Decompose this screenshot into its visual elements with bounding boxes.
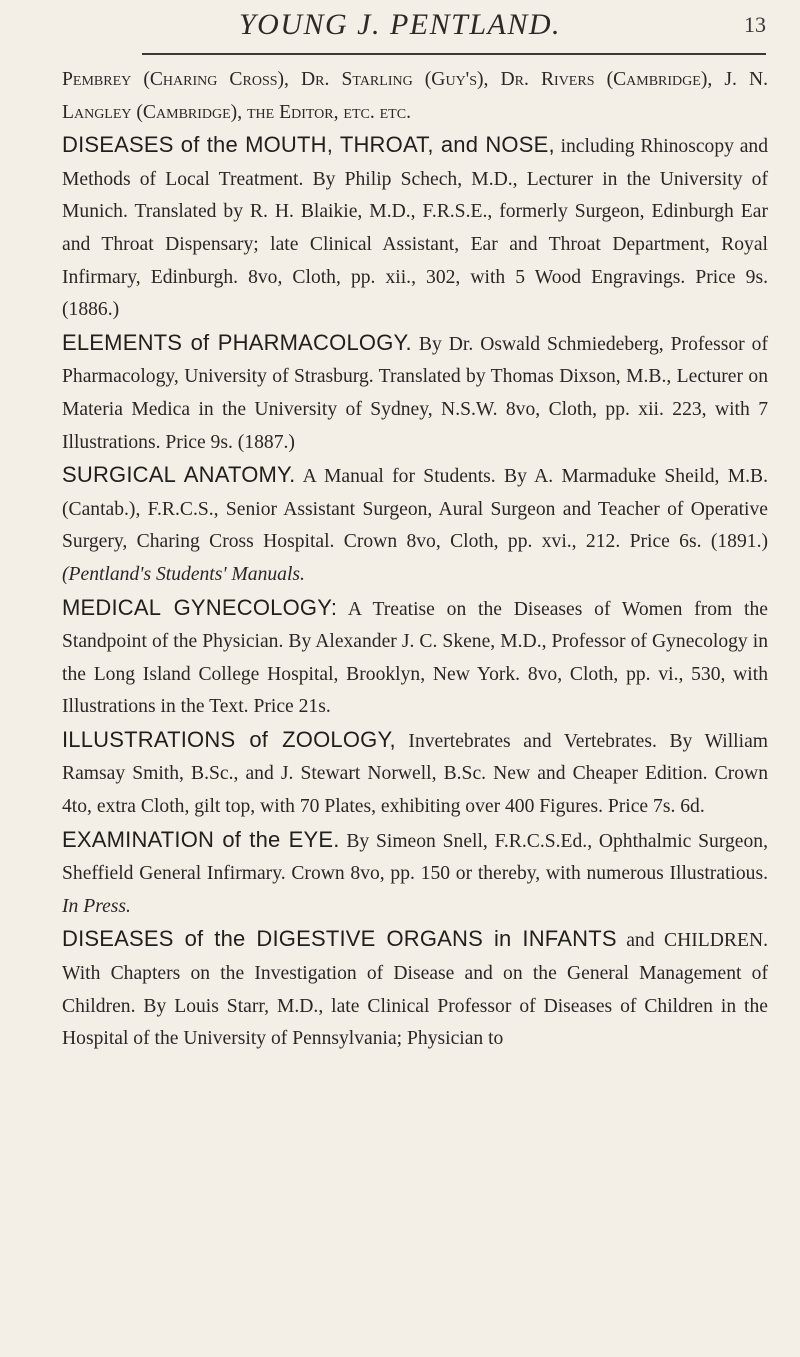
entry-press-note: In Press. bbox=[62, 895, 131, 917]
entry-heading: MEDICAL GYNECOLOGY: bbox=[62, 594, 338, 620]
entry-heading: DISEASES of the DIGESTIVE ORGANS in INFANTS bbox=[62, 926, 617, 952]
entry-heading: EXAMINATION of the EYE. bbox=[62, 826, 340, 852]
entry-heading: DISEASES of the MOUTH, THROAT, and NOSE, bbox=[62, 132, 555, 158]
entry-heading: ELEMENTS of PHARMACOLOGY. bbox=[62, 329, 412, 355]
entry-elements-pharmacology bbox=[62, 327, 768, 459]
entry-text: By Dr. Oswald Schmiedeberg, Professor of Pharmacology, University of Strasburg. Translated by Thomas Dixson, M.B., Lecturer on Materia Medica in the University of Sydney, N.S.W. 8vo, Cloth, pp. xii. 223, with 7 Illustrations. Price 9s. (1887.) bbox=[62, 333, 768, 453]
entry-text: Invertebrates and Vertebrates. By William Ramsay Smith, B.Sc., and J. Stewart Norwell, B.Sc. New and Cheaper Edition. Crown 4to, extra Cloth, gilt top, with 70 Plates, exhibiting over 400 Figures. Price 7s. 6d. bbox=[62, 730, 769, 818]
entry-heading: ILLUSTRATIONS of ZOOLOGY, bbox=[62, 726, 396, 752]
entry-text: Pembrey (Charing Cross), Dr. Starling (Guy's), Dr. Rivers (Cambridge), J. N. Langley (Cambridge), the Editor, etc. etc. bbox=[62, 69, 768, 123]
entry-surgical-anatomy bbox=[62, 459, 768, 591]
entry-diseases-mouth-throat-nose bbox=[62, 129, 768, 327]
entry-medical-gynecology bbox=[62, 592, 768, 724]
header-rule bbox=[142, 53, 766, 55]
entry-text: A Treatise on the Diseases of Women from the Standpoint of the Physician. By Alexander J. C. Skene, M.D., Professor of Gynecology in the Long Island College Hospital, Brooklyn, New York. 8vo, Cloth, pp. vi., 530, with Illustrations in the Text. Price 21s. bbox=[62, 598, 768, 718]
entry-text: including Rhinoscopy and Methods of Local Treatment. By Philip Schech, M.D., Lecturer in the University of Munich. Translated by R. H. Blaikie, M.D., F.R.S.E., formerly Surgeon, Edinburgh Ear and Throat Dispensary; late Clinical Assistant, Ear and Throat Department, Royal Infirmary, Edinburgh. 8vo, Cloth, pp. xii., 302, with 5 Wood Engravings. Price 9s. (1886.) bbox=[62, 136, 768, 321]
entry-examination-eye bbox=[62, 824, 768, 924]
entry-heading: SURGICAL ANATOMY. bbox=[62, 462, 296, 488]
entry-diseases-digestive-organs bbox=[62, 923, 768, 1055]
entry-text: A Manual for Students. By A. Marmaduke Sheild, M.B. (Cantab.), F.R.C.S., Senior Assistant Surgeon, Aural Surgeon and Teacher of Operative Surgery, Charing Cross Hospital. Crown 8vo, Cloth, pp. xvi., 212. Price 6s. (1891.) bbox=[62, 466, 768, 553]
running-head bbox=[0, 6, 800, 50]
entry-text: and CHILDREN. With Chapters on the Investigation of Disease and on the General Management of Children. By Louis Starr, M.D., late Clinical Professor of Diseases of Children in the Hospital of the University of Pennsylvania; Physician to bbox=[62, 930, 768, 1050]
entry-series-note: (Pentland's Students' Manuals. bbox=[62, 563, 305, 585]
running-title: YOUNG J. PENTLAND. bbox=[238, 8, 562, 41]
entry-text: By Simeon Snell, F.R.C.S.Ed., Ophthalmic Surgeon, Sheffield General Infirmary. Crown 8vo, pp. 150 or thereby, with numerous Illustratious. bbox=[62, 830, 768, 885]
entry-illustrations-zoology bbox=[62, 724, 768, 824]
entry-continuation bbox=[62, 64, 768, 129]
book-entries bbox=[62, 64, 768, 1056]
page-number: 13 bbox=[744, 12, 766, 37]
